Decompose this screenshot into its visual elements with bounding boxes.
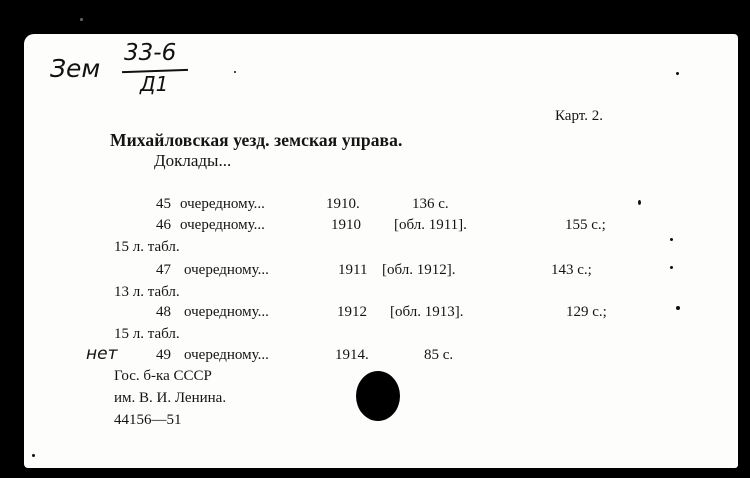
library-name-line2: им. В. И. Ленина. (114, 390, 227, 406)
entry-continuation: 15 л. табл. (114, 326, 180, 342)
handwritten-prefix: Зем (50, 54, 101, 83)
entry-number: 49 (156, 347, 171, 363)
catalog-card (24, 34, 738, 468)
library-name: Гос. б-ка СССР (114, 368, 212, 384)
entry-number: 46 (156, 217, 171, 233)
entry-number: 48 (156, 304, 171, 320)
entry-text: очередному... (184, 304, 269, 320)
stray-mark (670, 266, 673, 269)
entry-pages: 155 с.; (565, 217, 606, 233)
entry-year: 1910 (331, 217, 361, 233)
stray-mark (676, 72, 679, 75)
punch-hole (356, 371, 400, 421)
stray-mark (32, 454, 35, 457)
entry-pages: 85 с. (424, 347, 454, 363)
entry-pages: 136 с. (412, 196, 449, 212)
card-subtitle: Доклады... (154, 151, 232, 170)
scan-speck (80, 18, 83, 21)
entry-cover-date: [обл. 1912]. (382, 262, 456, 278)
entry-text: очередному... (184, 347, 269, 363)
entry-continuation: 15 л. табл. (114, 239, 180, 255)
stray-mark (676, 306, 680, 310)
stray-mark (638, 200, 641, 205)
entry-pages: 143 с.; (551, 262, 592, 278)
entry-number: 47 (156, 262, 171, 278)
entry-year: 1912 (337, 304, 367, 320)
library-accession-number: 44156—51 (114, 412, 182, 428)
card-title: Михайловская уезд. земская управа. (110, 130, 403, 150)
stray-mark (670, 238, 673, 241)
entry-year: 1911 (338, 262, 368, 278)
entry-text: очередному... (180, 196, 265, 212)
entry-year: 1914. (335, 347, 369, 363)
entry-year: 1910. (326, 196, 360, 212)
entry-text: очередному... (184, 262, 269, 278)
entry-cover-date: [обл. 1911]. (394, 217, 467, 233)
handwritten-denominator: Д1 (140, 72, 169, 96)
card-number: Карт. 2. (555, 108, 603, 124)
handwritten-note: нет (86, 344, 118, 364)
entry-cover-date: [обл. 1913]. (390, 304, 464, 320)
entry-continuation: 13 л. табл. (114, 284, 180, 300)
entry-text: очередному... (180, 217, 265, 233)
entry-number: 45 (156, 196, 171, 212)
entry-pages: 129 с.; (566, 304, 607, 320)
handwritten-numerator: 33-6 (124, 40, 177, 66)
stray-mark (234, 71, 236, 73)
